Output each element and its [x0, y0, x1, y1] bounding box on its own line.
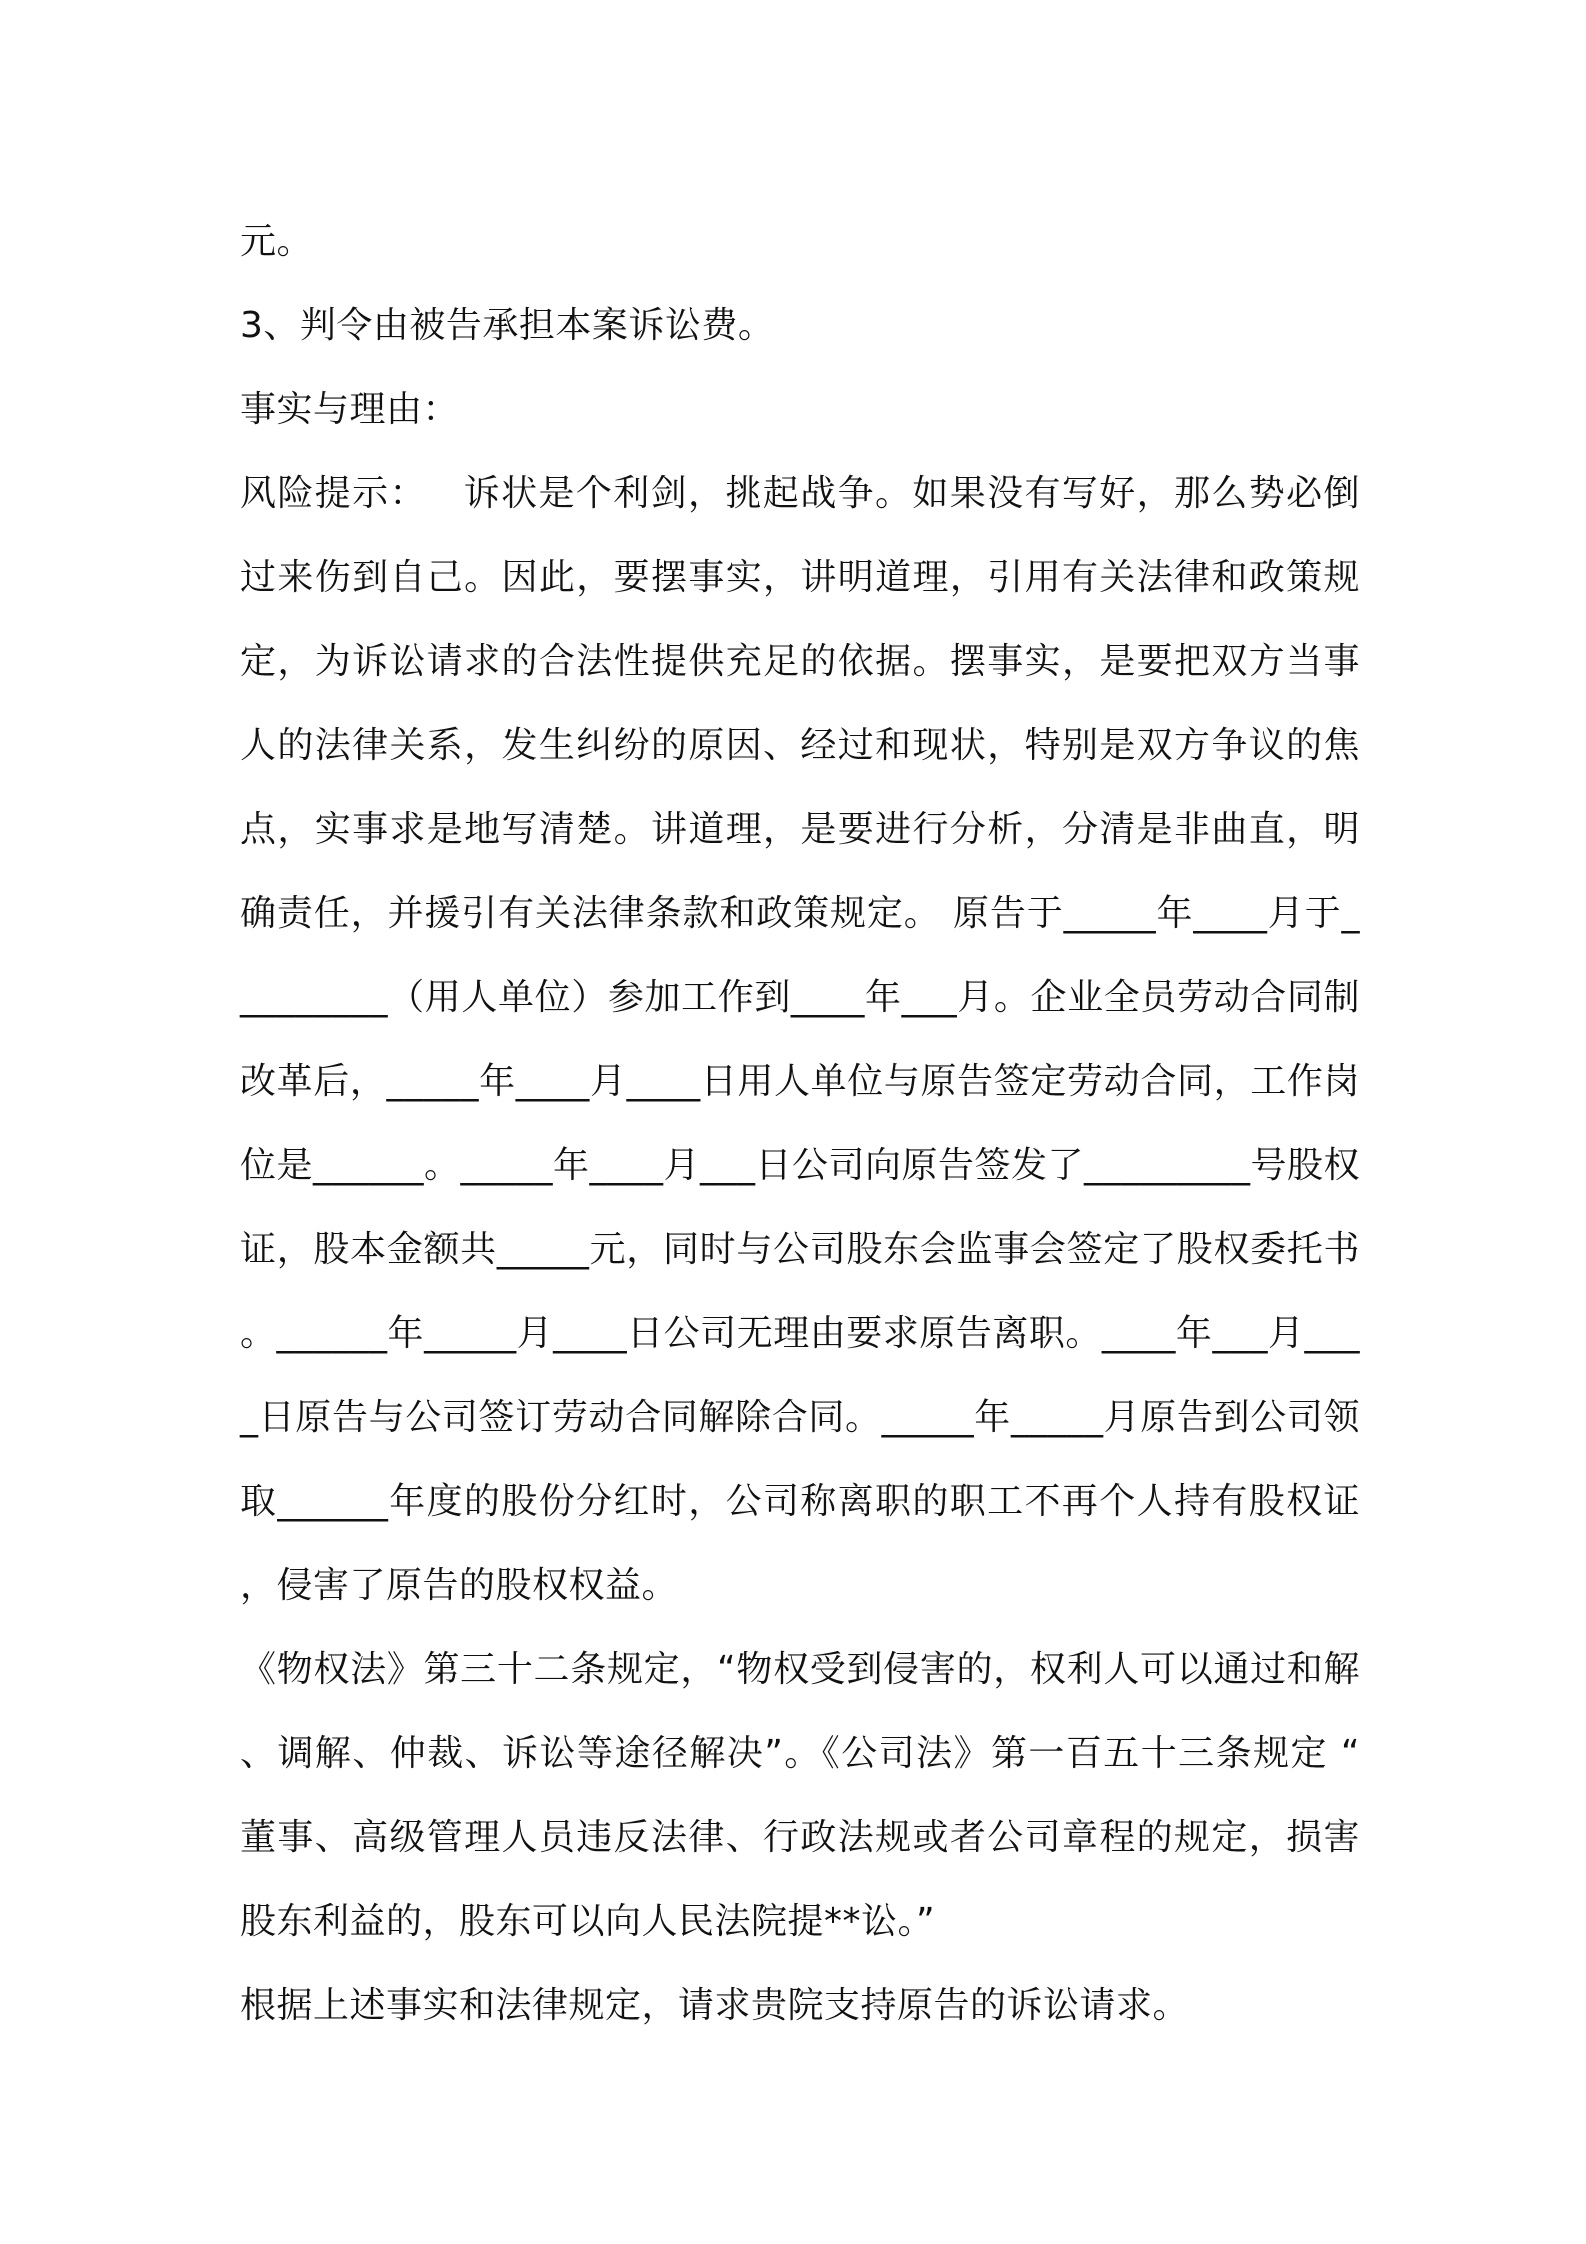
risk-tip-label: 风险提示：	[240, 473, 427, 514]
paragraph-risk-tip	[240, 452, 1360, 1628]
risk-tip-body: 诉状是个利剑，挑起战争。如果没有写好，那么势必倒过来伤到自己。因此，要摆事实，讲明道理，引用有关法律和政策规定，为诉讼请求的合法性提供充足的依据。摆事实，是要把双方当事人的法律关系，发生纠纷的原因、经过和现状，特别是双方争议的焦点，实事求是地写清楚。讲道理，是要进行分析，分清是非曲直，明确责任，并援引有关法律条款和政策规定。 原告于_____年____月于_________（用人单位）参加工作到____年___月。企业全员劳动合同制改革后，_____年____月____日用人单位与原告签定劳动合同，工作岗位是______。_____年____月___日公司向原告签发了_________号股权证，股本金额共_____元，同时与公司股东会监事会签定了股权委托书。______年_____月____日公司无理由要求原告离职。____年___月____日原告与公司签订劳动合同解除合同。_____年_____月原告到公司领取______年度的股份分红时，公司称离职的职工不再个人持有股权证，侵害了原告的股权权益。	[240, 473, 1361, 1606]
paragraph-facts-heading: 事实与理由：	[240, 389, 460, 430]
paragraph-claim-3: 3、判令由被告承担本案诉讼费。	[240, 305, 775, 346]
paragraph-legal-basis: 《物权法》第三十二条规定，“物权受到侵害的，权利人可以通过和解、调解、仲裁、诉讼等途径解决”。《公司法》第一百五十三条规定 “董事、高级管理人员违反法律、行政法规或者公司章程的规定，损害股东利益的，股东可以向人民法院提**讼。”	[240, 1649, 1360, 1942]
document-body	[240, 200, 1360, 2048]
paragraph-conclusion: 根据上述事实和法律规定，请求贵院支持原告的诉讼请求。	[240, 1985, 1190, 2026]
paragraph-amount-end: 元。	[240, 221, 314, 262]
